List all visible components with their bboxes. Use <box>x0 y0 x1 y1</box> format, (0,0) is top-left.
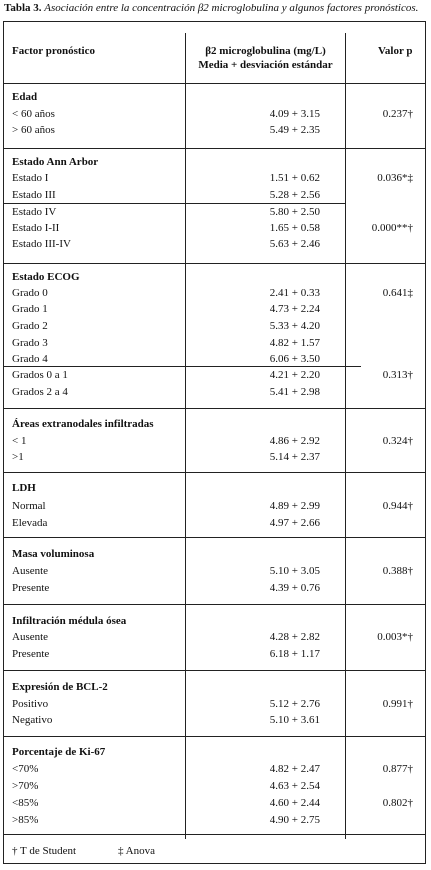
row-value: 5.28 + 2.56 <box>269 189 320 201</box>
row-value: 4.63 + 2.54 <box>269 780 320 792</box>
row-label: <85% <box>12 797 39 809</box>
row-pvalue: 0.324† <box>382 435 413 447</box>
header-b2-line2: Media + desviación estándar <box>198 59 333 71</box>
group-title: Expresión de BCL-2 <box>12 681 108 693</box>
row-value: 5.33 + 4.20 <box>269 320 320 332</box>
group-title: Porcentaje de Ki-67 <box>12 746 106 758</box>
section-divider <box>3 537 426 538</box>
section-divider <box>3 834 426 835</box>
row-label: Grados 2 a 4 <box>12 386 68 398</box>
row-value: 5.12 + 2.76 <box>269 698 320 710</box>
row-pvalue: 0.237† <box>382 108 413 120</box>
row-value: 4.21 + 2.20 <box>269 369 320 381</box>
row-label: >85% <box>12 814 39 826</box>
row-value: 5.10 + 3.05 <box>269 565 320 577</box>
row-label: Grado 0 <box>12 287 48 299</box>
section-divider <box>3 148 426 149</box>
row-label: Estado IV <box>12 206 57 218</box>
section-divider <box>3 472 426 473</box>
row-value: 4.82 + 1.57 <box>269 337 320 349</box>
row-label: Negativo <box>12 714 53 726</box>
row-value: 5.63 + 2.46 <box>269 238 320 250</box>
column-divider-2 <box>345 33 346 839</box>
table-caption <box>4 2 418 14</box>
row-label: Positivo <box>12 698 49 710</box>
caption-label: Tabla 3. <box>4 2 42 14</box>
group-title: LDH <box>12 482 36 494</box>
row-pvalue: 0.313† <box>382 369 413 381</box>
footnote-student: † T de Student <box>12 845 77 857</box>
section-divider <box>3 83 426 84</box>
row-value: 5.49 + 2.35 <box>269 124 320 136</box>
row-value: 4.86 + 2.92 <box>269 435 320 447</box>
header-pvalue: Valor p <box>378 45 413 57</box>
subgroup-divider <box>3 203 345 204</box>
row-value: 2.41 + 0.33 <box>269 287 320 299</box>
row-label: Grado 4 <box>12 353 48 365</box>
caption-text: Asociación entre la concentración β2 microglobulina y algunos factores pronósticos. <box>44 2 419 14</box>
row-label: Presente <box>12 648 50 660</box>
row-label: Normal <box>12 500 46 512</box>
row-value: 4.73 + 2.24 <box>269 303 320 315</box>
row-label: < 60 años <box>12 108 55 120</box>
row-label: >70% <box>12 780 39 792</box>
row-pvalue: 0.003*† <box>377 631 413 643</box>
row-value: 4.28 + 2.82 <box>269 631 320 643</box>
column-divider-1 <box>185 33 186 839</box>
group-title: Masa voluminosa <box>12 548 95 560</box>
row-pvalue: 0.388† <box>382 565 413 577</box>
row-label: Ausente <box>12 565 49 577</box>
row-label: Grado 1 <box>12 303 48 315</box>
row-label: Estado III-IV <box>12 238 71 250</box>
row-label: < 1 <box>12 435 27 447</box>
row-label: Ausente <box>12 631 49 643</box>
row-value: 4.90 + 2.75 <box>269 814 320 826</box>
row-pvalue: 0.944† <box>382 500 413 512</box>
section-divider <box>3 408 426 409</box>
section-divider <box>3 263 426 264</box>
header-factor: Factor pronóstico <box>12 45 95 57</box>
row-value: 1.65 + 0.58 <box>269 222 320 234</box>
row-value: 5.41 + 2.98 <box>269 386 320 398</box>
row-label: Presente <box>12 582 50 594</box>
row-label: Estado I-II <box>12 222 60 234</box>
row-pvalue: 0.877† <box>382 763 413 775</box>
row-pvalue: 0.802† <box>382 797 413 809</box>
row-value: 5.10 + 3.61 <box>269 714 320 726</box>
row-value: 6.06 + 3.50 <box>269 353 320 365</box>
group-title: Áreas extranodales infiltradas <box>12 418 154 430</box>
header-b2-line1: β2 microglobulina (mg/L) <box>205 45 326 57</box>
row-value: 1.51 + 0.62 <box>269 172 320 184</box>
row-label: Estado III <box>12 189 56 201</box>
row-label: Estado I <box>12 172 49 184</box>
section-divider <box>3 736 426 737</box>
row-value: 6.18 + 1.17 <box>269 648 320 660</box>
group-title: Infiltración médula ósea <box>12 615 127 627</box>
row-label: Grados 0 a 1 <box>12 369 68 381</box>
row-value: 5.80 + 2.50 <box>269 206 320 218</box>
row-label: <70% <box>12 763 39 775</box>
row-value: 4.82 + 2.47 <box>269 763 320 775</box>
row-value: 5.14 + 2.37 <box>269 451 320 463</box>
row-pvalue: 0.000**† <box>371 222 413 234</box>
group-title: Estado Ann Arbor <box>12 156 99 168</box>
subgroup-divider <box>3 366 361 367</box>
section-divider <box>3 670 426 671</box>
row-label: > 60 años <box>12 124 55 136</box>
row-value: 4.60 + 2.44 <box>269 797 320 809</box>
row-pvalue: 0.991† <box>382 698 413 710</box>
row-label: Grado 3 <box>12 337 48 349</box>
row-value: 4.89 + 2.99 <box>269 500 320 512</box>
section-divider <box>3 604 426 605</box>
row-pvalue: 0.641‡ <box>382 287 413 299</box>
footnote-anova: ‡ Anova <box>118 845 155 857</box>
row-label: Grado 2 <box>12 320 48 332</box>
row-value: 4.39 + 0.76 <box>269 582 320 594</box>
row-value: 4.97 + 2.66 <box>269 517 320 529</box>
row-label: >1 <box>12 451 24 463</box>
group-title: Estado ECOG <box>12 271 80 283</box>
row-value: 4.09 + 3.15 <box>269 108 320 120</box>
row-pvalue: 0.036*‡ <box>377 172 413 184</box>
row-label: Elevada <box>12 517 48 529</box>
group-title: Edad <box>12 91 38 103</box>
